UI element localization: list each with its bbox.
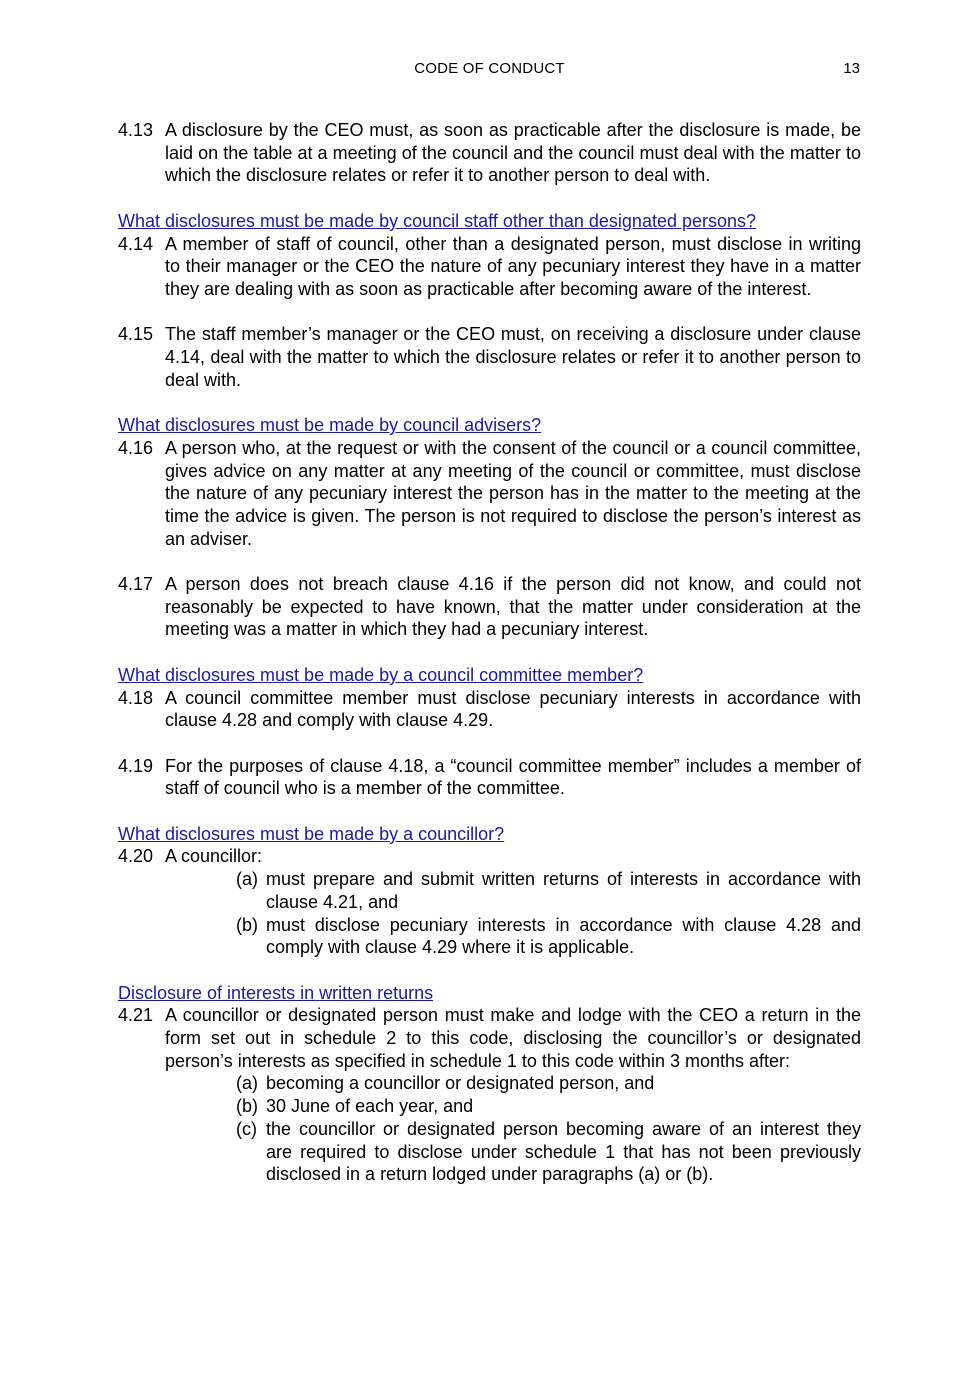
- clause-number: 4.17: [118, 574, 154, 594]
- section-heading[interactable]: What disclosures must be made by a councillor?: [118, 823, 505, 844]
- clause-number: 4.20: [118, 846, 154, 867]
- clause-number: 4.13: [118, 120, 154, 140]
- list-item-text: 30 June of each year, and: [266, 1096, 474, 1117]
- clause-number: 4.18: [118, 687, 154, 708]
- clause-number: 4.19: [118, 755, 154, 776]
- clause-text: A member of staff of council, other than a designated person, must disclose in writing to their manager or the CEO the nature of any pecuniary interest they have in a matter they are dealing with as soon as practicable after becoming aware of the interest.: [165, 233, 861, 299]
- list-item-text: must prepare and submit written returns of interests in accordance with clause 4.21, and: [266, 869, 861, 912]
- section-heading[interactable]: What disclosures must be made by council advisers?: [118, 415, 542, 436]
- clause-4-21: [118, 1004, 861, 1072]
- running-header-title: CODE OF CONDUCT: [414, 60, 565, 77]
- list-item-label: (b): [236, 1096, 258, 1117]
- list-item: [236, 868, 861, 913]
- section-heading[interactable]: Disclosure of interests in written returns: [118, 982, 434, 1003]
- clause-text: A councillor or designated person must make and lodge with the CEO a return in the form set out in schedule 2 to this code, disclosing the councillor’s or designated person’s interests as specified in schedule 1 to this code within 3 months after:: [165, 1005, 861, 1071]
- section-heading[interactable]: What disclosures must be made by a council committee member?: [118, 664, 644, 685]
- page-number: 13: [843, 60, 860, 77]
- clause-number: 4.14: [118, 233, 154, 254]
- list-item-text: must disclose pecuniary interests in accordance with clause 4.28 and comply with clause 4.29 where it is applicable.: [266, 914, 861, 958]
- clause-4-15: [118, 323, 861, 391]
- clause-text: A disclosure by the CEO must, as soon as practicable after the disclosure is made, be laid on the table at a meeting of the council and the council must deal with the matter to which the disclosure relates or refer it to another person to deal with.: [165, 120, 861, 186]
- clause-text: A person who, at the request or with the consent of the council or a council committee, gives advice on any matter at any meeting of the council or committee, must disclose the nature of any pecuniary interest the person has in the matter to the meeting at the time the advice is given. The person is not required to disclose the person’s interest as an adviser.: [165, 437, 861, 549]
- list-item-label: (b): [236, 914, 258, 935]
- clause-text: A person does not breach clause 4.16 if the person did not know, and could not reasonably be expected to have known, that the matter under consideration at the meeting was a matter in which they had a pecuniary interest.: [165, 574, 861, 640]
- clause-text: The staff member’s manager or the CEO must, on receiving a disclosure under clause 4.14, deal with the matter to which the disclosure relates or refer it to another person to deal with.: [165, 324, 861, 390]
- list-item: [236, 1118, 861, 1186]
- clause-text: For the purposes of clause 4.18, a “council committee member” includes a member of staff of council who is a member of the committee.: [165, 755, 861, 799]
- clause-text: A councillor:: [165, 846, 263, 867]
- list-item-text: becoming a councillor or designated person, and: [266, 1073, 655, 1094]
- list-item: [236, 1072, 861, 1095]
- clause-4-17: [118, 573, 861, 641]
- clause-text: A council committee member must disclose pecuniary interests in accordance with clause 4.28 and comply with clause 4.29.: [165, 687, 861, 731]
- list-item-label: (c): [236, 1118, 257, 1139]
- document-body: [118, 119, 861, 1186]
- list-item: [236, 914, 861, 959]
- clause-4-14: [118, 233, 861, 301]
- clause-4-18: [118, 687, 861, 732]
- list-item-text: the councillor or designated person becoming aware of an interest they are required to disclose under schedule 1 that has not been previously disclosed in a return lodged under paragraphs (a) or (b).: [266, 1118, 861, 1185]
- clause-4-16: [118, 437, 861, 551]
- section-heading[interactable]: What disclosures must be made by council staff other than designated persons?: [118, 210, 757, 231]
- list-item-label: (a): [236, 869, 258, 890]
- clause-number: 4.21: [118, 1005, 154, 1026]
- list-item-label: (a): [236, 1073, 258, 1094]
- clause-number: 4.15: [118, 324, 154, 345]
- clause-number: 4.16: [118, 437, 154, 458]
- clause-4-19: [118, 755, 861, 800]
- clause-4-13: [118, 119, 861, 187]
- clause-4-20: [118, 845, 861, 868]
- list-item: [236, 1095, 861, 1118]
